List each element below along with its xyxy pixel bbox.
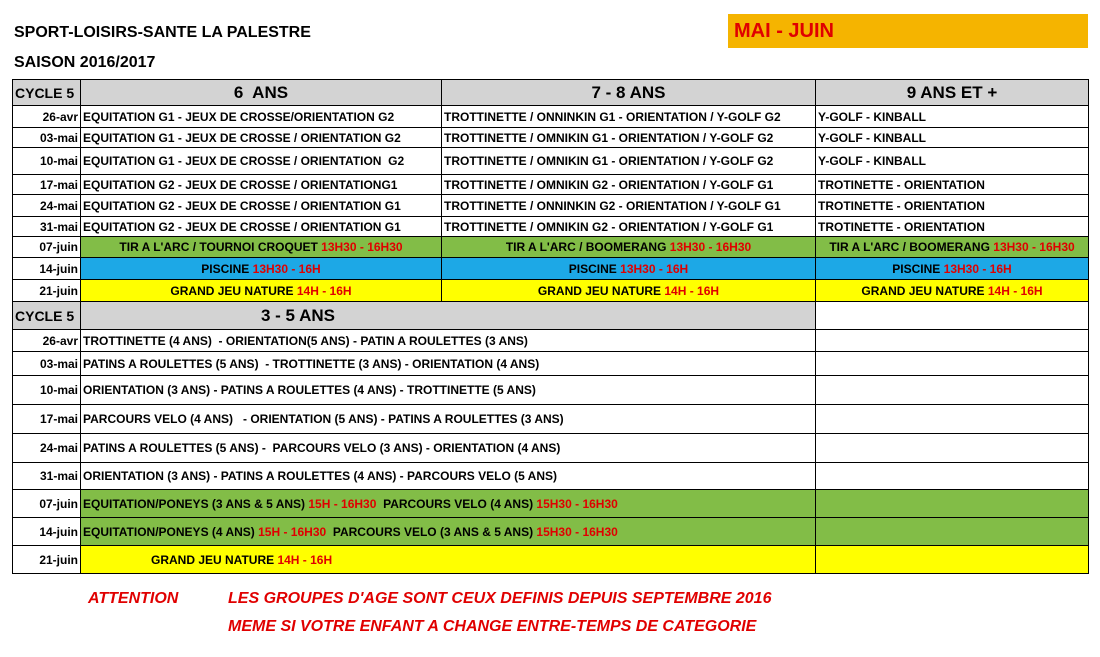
table-row [13,434,1089,463]
date-cell: 10-mai [13,376,81,405]
activity-label: PISCINE [568,261,621,276]
activity-cell: ORIENTATION (3 ANS) - PATINS A ROULETTES (4 ANS) - PARCOURS VELO (5 ANS) [81,463,816,490]
group-7-8-ans-header: 7 - 8 ANS [442,80,816,106]
activity-cell: EQUITATION G2 - JEUX DE CROSSE / ORIENTATION G1 [81,217,442,237]
table-row [13,175,1089,195]
date-cell: 26-avr [13,106,81,128]
date-cell: 07-juin [13,490,81,518]
time-label: 15H - 16H30 [308,496,377,511]
season-title: SAISON 2016/2017 [14,54,156,71]
empty-cell [816,490,1089,518]
cycle-label: CYCLE 5 [13,80,81,106]
table-row [13,148,1089,175]
activity-cell: ORIENTATION (3 ANS) - PATINS A ROULETTES (4 ANS) - TROTTINETTE (5 ANS) [81,376,816,405]
time-label: 13H30 - 16H30 [321,240,403,254]
activity-cell: TROTTINETTE / ONNINKIN G2 - ORIENTATION / Y-GOLF G1 [442,195,816,217]
activity-cell [816,280,1089,302]
time-label: 14H - 16H [987,283,1043,298]
table-row [13,405,1089,434]
date-cell: 31-mai [13,217,81,237]
activity-cell [81,280,442,302]
activity-label: EQUITATION/PONEYS (4 ANS) [83,524,259,539]
activity-cell: EQUITATION G2 - JEUX DE CROSSE / ORIENTATION G1 [81,195,442,217]
time-label: 13H30 - 16H30 [669,240,752,254]
table-row [13,258,1089,280]
empty-cell [816,302,1089,330]
date-cell: 14-juin [13,518,81,546]
date-cell: 21-juin [13,546,81,574]
table-row [13,128,1089,148]
activity-cell [81,546,816,574]
activity-cell: EQUITATION G2 - JEUX DE CROSSE / ORIENTATIONG1 [81,175,442,195]
activity-cell [81,258,442,280]
activity-label: TIR A L'ARC / BOOMERANG [505,240,670,254]
date-cell: 21-juin [13,280,81,302]
activity-label: GRAND JEU NATURE [170,283,297,298]
schedule-table [12,79,1089,574]
group-9-ans-header: 9 ANS ET + [816,80,1089,106]
time-label: 13H30 - 16H [252,261,321,276]
date-cell: 17-mai [13,175,81,195]
date-cell: 03-mai [13,352,81,376]
table-row [13,217,1089,237]
activity-label: EQUITATION/PONEYS (3 ANS & 5 ANS) [83,496,309,511]
activity-label: TIR A L'ARC / BOOMERANG [829,240,994,254]
time-label: 13H30 - 16H [620,261,689,276]
time-label: 13H30 - 16H30 [993,240,1075,254]
date-cell: 26-avr [13,330,81,352]
activity-label: PISCINE [892,261,944,276]
time-label: 13H30 - 16H [943,261,1012,276]
activity-label: TIR A L'ARC / TOURNOI CROQUET [119,240,322,254]
activity-cell: PATINS A ROULETTES (5 ANS) - TROTTINETTE (3 ANS) - ORIENTATION (4 ANS) [81,352,816,376]
time-label: 15H30 - 16H30 [536,524,618,539]
activity-cell: TROTTINETTE / OMNIKIN G2 - ORIENTATION / Y-GOLF G1 [442,217,816,237]
activity-cell: TROTTINETTE / ONNINKIN G1 - ORIENTATION / Y-GOLF G2 [442,106,816,128]
activity-cell: PARCOURS VELO (4 ANS) - ORIENTATION (5 ANS) - PATINS A ROULETTES (3 ANS) [81,405,816,434]
table-row [13,376,1089,405]
time-label: 14H - 16H [296,283,352,298]
table-row [13,463,1089,490]
activity-cell: TROTINETTE - ORIENTATION [816,175,1089,195]
empty-cell [816,463,1089,490]
activity-cell [81,237,442,258]
activity-cell [816,237,1089,258]
empty-cell [816,405,1089,434]
table-row [13,518,1089,546]
notice-line-1: LES GROUPES D'AGE SONT CEUX DEFINIS DEPUIS SEPTEMBRE 2016 [228,590,772,607]
table-header-row [13,80,1089,106]
time-label: 15H30 - 16H30 [536,496,618,511]
activity-cell [816,258,1089,280]
date-cell: 24-mai [13,434,81,463]
activity-cell: TROTTINETTE / OMNIKIN G1 - ORIENTATION / Y-GOLF G2 [442,128,816,148]
date-cell: 03-mai [13,128,81,148]
activity-cell: EQUITATION G1 - JEUX DE CROSSE / ORIENTATION G2 [81,128,442,148]
activity-cell: Y-GOLF - KINBALL [816,128,1089,148]
activity-cell: TROTTINETTE / OMNIKIN G2 - ORIENTATION / Y-GOLF G1 [442,175,816,195]
activity-cell: Y-GOLF - KINBALL [816,106,1089,128]
date-cell: 31-mai [13,463,81,490]
table-header-row [13,302,1089,330]
group-6-ans-header: 6 ANS [81,80,442,106]
activity-cell [442,280,816,302]
table-row [13,546,1089,574]
activity-label: PARCOURS VELO (3 ANS & 5 ANS) [326,524,537,539]
table-row [13,237,1089,258]
date-cell: 14-juin [13,258,81,280]
table-row [13,280,1089,302]
activity-label: GRAND JEU NATURE [537,283,665,298]
table-row [13,352,1089,376]
empty-cell [816,376,1089,405]
activity-cell [81,518,816,546]
notice-label: ATTENTION [88,590,179,607]
empty-cell [816,518,1089,546]
empty-cell [816,434,1089,463]
empty-cell [816,546,1089,574]
activity-label: PISCINE [201,261,253,276]
activity-label: GRAND JEU NATURE [861,283,988,298]
date-cell: 17-mai [13,405,81,434]
empty-cell [816,352,1089,376]
activity-cell: Y-GOLF - KINBALL [816,148,1089,175]
activity-cell: EQUITATION G1 - JEUX DE CROSSE/ORIENTATION G2 [81,106,442,128]
activity-cell [442,258,816,280]
activity-label: GRAND JEU NATURE [151,552,278,567]
organization-title: SPORT-LOISIRS-SANTE LA PALESTRE [14,24,311,41]
table-row [13,195,1089,217]
cycle-label: CYCLE 5 [13,302,81,330]
activity-cell: TROTINETTE - ORIENTATION [816,195,1089,217]
time-label: 14H - 16H [277,552,333,567]
activity-cell [81,490,816,518]
activity-label: PARCOURS VELO (4 ANS) [376,496,537,511]
date-cell: 24-mai [13,195,81,217]
group-3-5-ans-header: 3 - 5 ANS [81,302,816,330]
activity-cell: TROTINETTE - ORIENTATION [816,217,1089,237]
time-label: 15H - 16H30 [258,524,327,539]
activity-cell: EQUITATION G1 - JEUX DE CROSSE / ORIENTATION G2 [81,148,442,175]
activity-cell: PATINS A ROULETTES (5 ANS) - PARCOURS VELO (3 ANS) - ORIENTATION (4 ANS) [81,434,816,463]
activity-cell: TROTTINETTE / OMNIKIN G1 - ORIENTATION / Y-GOLF G2 [442,148,816,175]
empty-cell [816,330,1089,352]
time-label: 14H - 16H [664,283,720,298]
table-row [13,106,1089,128]
table-row [13,490,1089,518]
activity-cell [442,237,816,258]
period-banner: MAI - JUIN [728,14,1088,48]
date-cell: 10-mai [13,148,81,175]
notice-line-2: MEME SI VOTRE ENFANT A CHANGE ENTRE-TEMPS DE CATEGORIE [228,618,757,635]
date-cell: 07-juin [13,237,81,258]
activity-cell: TROTTINETTE (4 ANS) - ORIENTATION(5 ANS) - PATIN A ROULETTES (3 ANS) [81,330,816,352]
table-row [13,330,1089,352]
